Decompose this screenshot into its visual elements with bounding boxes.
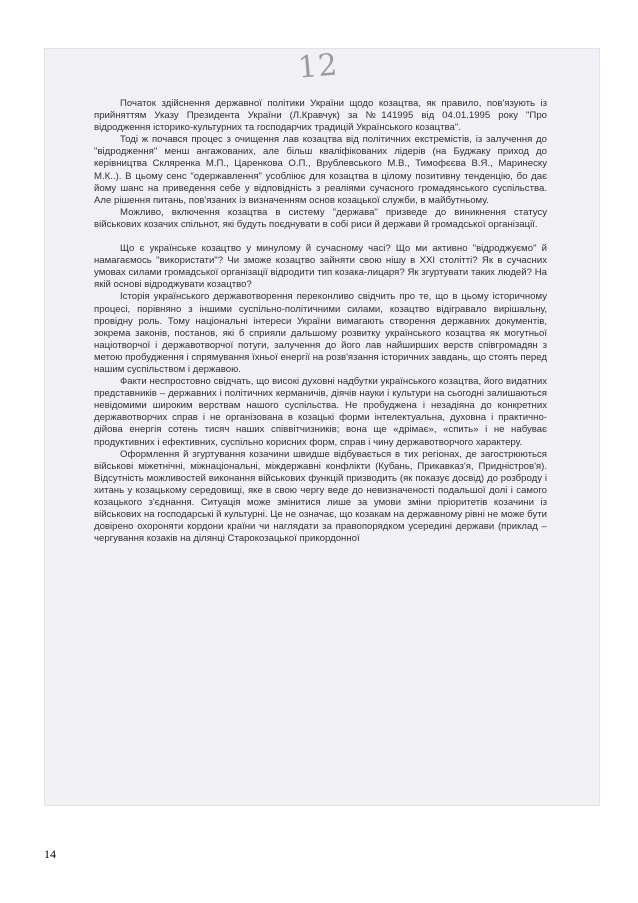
paragraph-4: Що є українське козацтво у минулому й сучасному часі? Що ми активно "відроджуємо" й намагаємось "використати"? Чи зможе козацтво зайняти свою нішу в XXI столітті? Як в сучасних умовах силами громадської організації відродити тип козака-лицаря? Як згуртувати таких людей? На якій основі відроджувати козацтво? [94, 243, 547, 291]
document-body [94, 98, 547, 545]
paragraph-5: Історія українського державотворення переконливо свідчить про те, що в цьому історичному процесі, порівняно з іншими суспільно-політичними силами, козацтво відігравало вирішальну, провідну роль. Тому національні інтереси України вимагають створення державних документів, зокрема законів, постанов, які б сприяли дальшому розвитку українського козацтва як могутньої націотворчої і державотворчої потуги, залучення до його лав найширших верств співгромадян з метою пробудження і спрямування їхньої енергії на розв'язання історичних завдань, що стоять перед нашим суспільством і державою. [94, 291, 547, 375]
paragraph-3: Можливо, включення козацтва в систему "держава" призведе до виникнення статусу військових козачих спільнот, які будуть поєднувати в собі риси й держави й громадської організації. [94, 206, 547, 230]
paragraph-2: Тоді ж почався процес з очищення лав козацтва від політичних екстремістів, із залучення до "відродження" менш ангажованих, але більш кваліфікованих лідерів (на Буджаку приход до керівництва Скляренка М.П., Царенкова О.П., Врублевського М.В., Тимофєєва В.Я., Маринеску М.К..). В цьому сенс "одержавлення" усобліює для козацтва в цілому позитивну тенденцію, бо дає йому шанс на приведення себе у відповідність з реаліями сучасного громадянського суспільства. Але рішення питань, пов'язаних із визначенням основ козацької служби, в майбутньому. [94, 134, 547, 206]
paragraph-1: Початок здійснення державної політики України щодо козацтва, як правило, пов'язують із прийняттям Указу Президента України (Л.Кравчук) за №141995 від 04.01.1995 року "Про відродження історико-культурних та господарчих традицій Українського козацтва". [94, 98, 547, 134]
paragraph-6: Факти неспростовно свідчать, що високі духовні надбутки українського козацтва, його видатних представників – державних і політичних керманичів, діячів науки і культури на сьогодні залишаються невідомими широким верствам нашого суспільства. Не пробуджена і незадіяна до конкретних державотворчих справ і не організована в козацькі форми інтелектуальна, духовна і практично-дійова енергія сотень тисяч наших співвітчизників; вона ще «дрімає», «спить» і не набуває продуктивних і ефективних, суспільно корисних форм, справ і чину державотворчого характеру. [94, 376, 547, 448]
paragraph-7: Оформлення й згуртування козачини швидше відбувається в тих регіонах, де загострюються військові міжетнічні, міжнаціональні, міждержавні конфлікти (Кубань, Прикавказ'я, Придністров'я). Відсутність можливостей виконання військових функцій призводить (як показує досвід) до розброду і хитань у козацькому середовищі, яке в свою чергу веде до невизначеності подальшої долі і самого козацького з'єднання. Ситуація може змінитися лише за умови зміни пріоритетів козачини із військових на господарські й культурні. Це не означає, що козакам на державному рівні не може бути довірено охороняти кордони країни чи наглядати за правопорядком усередині держави (приклад – чергування козаків на ділянці Старокозацької прикордонної [94, 448, 547, 545]
handwritten-page-mark: 12 [296, 47, 340, 86]
page-number: 14 [44, 847, 56, 861]
